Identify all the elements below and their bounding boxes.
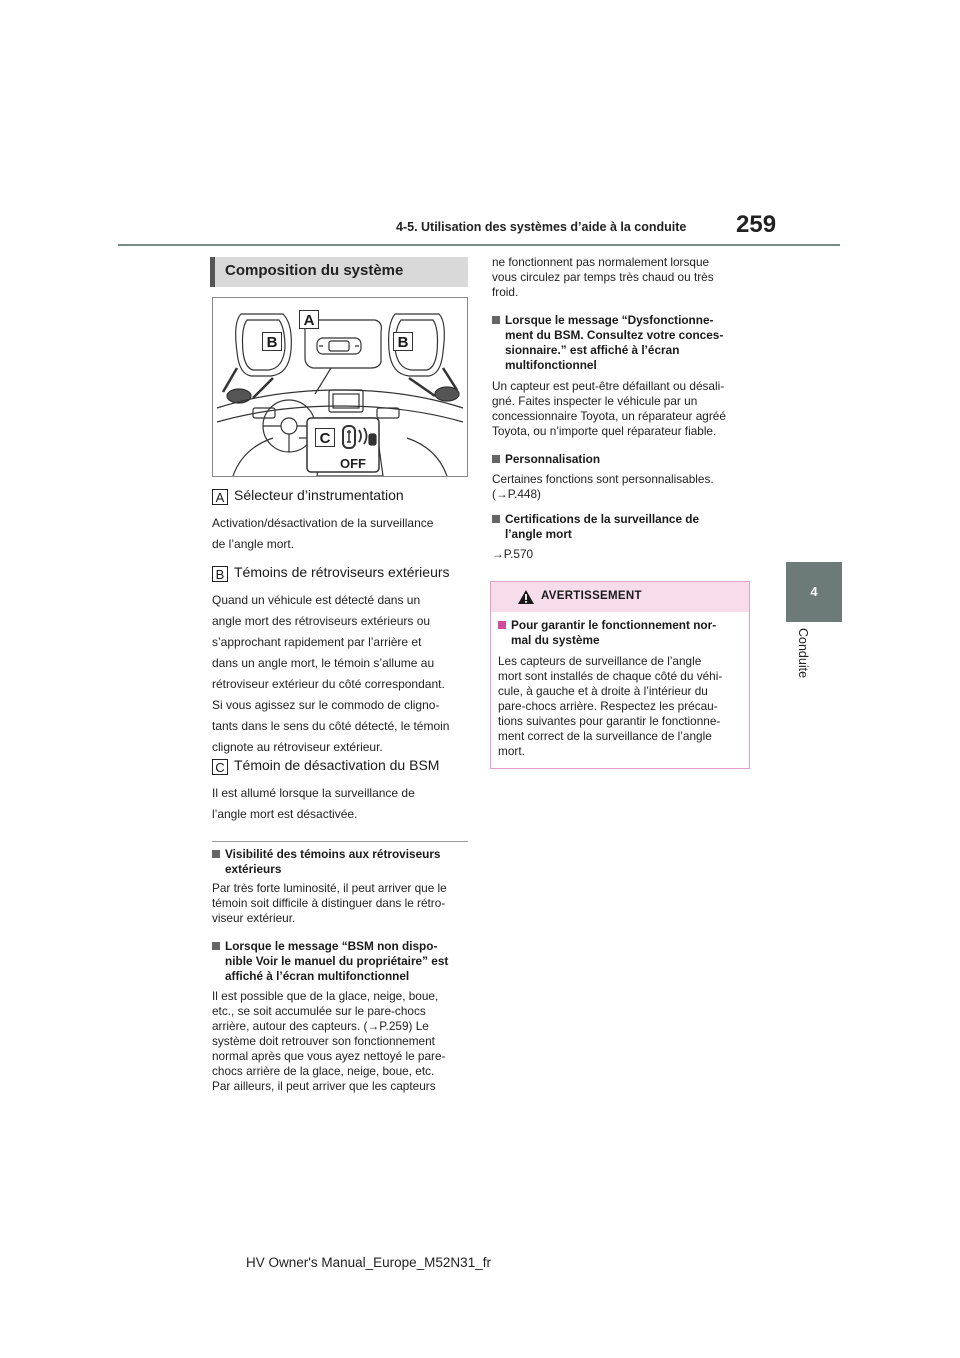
note-body-bsm-unavailable xyxy=(212,989,474,1094)
item-b-title: Témoins de rétroviseurs extérieurs xyxy=(234,564,450,580)
note-heading-line: multifonctionnel xyxy=(505,358,597,372)
note-body-visibility xyxy=(212,881,474,926)
item-b-line: Si vous agissez sur le commodo de cligno- xyxy=(212,698,440,712)
item-c-line: Il est allumé lorsque la surveillance de xyxy=(212,786,415,800)
note-line: gné. Faites inspecter le véhicule par un xyxy=(492,394,698,408)
bullet-square-icon xyxy=(492,316,500,324)
item-b-line: tants dans le sens du côté détecté, le témoin xyxy=(212,719,450,733)
item-a-letter: A xyxy=(212,489,228,505)
item-c-body xyxy=(212,783,474,825)
item-c-heading xyxy=(212,757,439,775)
warning-line: pare-chocs arrière. Respectez les précau- xyxy=(498,699,718,713)
header-divider xyxy=(118,244,840,246)
warning-line: tions suivantes pour garantir le fonctionne- xyxy=(498,714,721,728)
item-b-line: Quand un véhicule est détecté dans un xyxy=(212,593,421,607)
note-heading-malfunction xyxy=(492,313,754,373)
warning-box xyxy=(490,581,750,769)
note-line: Un capteur est peut-être défaillant ou désali- xyxy=(492,379,725,393)
item-b-body xyxy=(212,590,474,758)
note-line: chocs arrière de la glace, neige, boue, etc. xyxy=(212,1064,435,1078)
note-line: Toyota, ou n’importe quel réparateur fiable. xyxy=(492,424,717,438)
note-line: Par très forte luminosité, il peut arriver que le xyxy=(212,881,447,895)
note-heading-line: sionnaire.” est affiché à l’écran xyxy=(505,343,680,357)
item-b-heading xyxy=(212,564,450,582)
note-line: Certaines fonctions sont personnalisables. xyxy=(492,472,714,486)
item-b-line: rétroviseur extérieur du côté correspondant. xyxy=(212,677,445,691)
note-line: arrière, autour des capteurs. (→P.259) Le xyxy=(212,1019,429,1033)
item-a-heading xyxy=(212,487,404,505)
note-line: système doit retrouver son fonctionnement xyxy=(212,1034,435,1048)
warning-line: ment correct de la surveillance de l’angle xyxy=(498,729,712,743)
note-heading-line: Visibilité des témoins aux rétroviseurs xyxy=(225,847,441,861)
note-heading-line: ment du BSM. Consultez votre conces- xyxy=(505,328,724,342)
note-heading-line: Certifications de la surveillance de xyxy=(505,512,700,526)
item-b-letter: B xyxy=(212,566,228,582)
dashboard-illustration xyxy=(213,298,467,476)
item-c-letter: C xyxy=(212,759,228,775)
chapter-label: Conduite xyxy=(796,628,810,679)
warning-title: AVERTISSEMENT xyxy=(541,590,642,602)
note-body-certifications xyxy=(492,547,754,562)
notes-divider xyxy=(212,841,468,842)
note-heading-line: nible Voir le manuel du propriétaire” est xyxy=(225,954,449,968)
off-indicator-text: OFF xyxy=(340,456,366,471)
system-diagram xyxy=(212,297,468,477)
note-body-customization xyxy=(492,472,754,502)
item-c-line: l’angle mort est désactivée. xyxy=(212,807,358,821)
note-heading-customization xyxy=(492,452,754,467)
note-heading-certifications xyxy=(492,512,754,542)
item-b-line: s’approchant rapidement par l’arrière et xyxy=(212,635,422,649)
warning-triangle-icon xyxy=(517,589,535,605)
note-line: normal après que vous ayez nettoyé le pare- xyxy=(212,1049,446,1063)
figure-label-b-left: B xyxy=(262,332,282,351)
note-line: témoin soit difficile à distinguer dans le rétro- xyxy=(212,896,446,910)
note-heading-line: Lorsque le message “BSM non dispo- xyxy=(225,939,438,953)
note-heading-line: Lorsque le message “Dysfonctionne- xyxy=(505,313,714,327)
warning-line: Les capteurs de surveillance de l’angle xyxy=(498,654,702,668)
note-line: Il est possible que de la glace, neige, boue, xyxy=(212,989,439,1003)
chapter-tab: 4 xyxy=(786,562,842,622)
bullet-square-icon xyxy=(212,850,220,858)
bullet-square-icon xyxy=(498,621,506,629)
warning-heading-line: Pour garantir le fonctionnement nor- xyxy=(511,618,717,632)
item-a-line: de l’angle mort. xyxy=(212,537,295,551)
note-line: concessionnaire Toyota, un réparateur agréé xyxy=(492,409,726,423)
item-b-line: dans un angle mort, le témoin s’allume au xyxy=(212,656,435,670)
note-line: (→P.448) xyxy=(492,487,541,501)
bullet-square-icon xyxy=(212,942,220,950)
note-body-malfunction xyxy=(492,379,754,439)
warning-line: mort sont installés de chaque côté du véhi- xyxy=(498,669,723,683)
note-heading-line: l’angle mort xyxy=(505,527,572,541)
page-number: 259 xyxy=(736,211,777,238)
running-header: 4-5. Utilisation des systèmes d’aide à la conduite xyxy=(396,220,687,234)
bullet-square-icon xyxy=(492,455,500,463)
item-b-line: clignote au rétroviseur extérieur. xyxy=(212,740,383,754)
warning-body xyxy=(498,654,748,759)
note-line: →P.570 xyxy=(492,547,534,561)
item-b-line: angle mort des rétroviseurs extérieurs ou xyxy=(212,614,431,628)
warning-line: cule, à gauche et à droite à l’intérieur du xyxy=(498,684,708,698)
continued-paragraph xyxy=(492,255,754,300)
bullet-square-icon xyxy=(492,515,500,523)
note-heading-line: affiché à l’écran multifonctionnel xyxy=(225,969,410,983)
note-line: etc., se soit accumulée sur le pare-chocs xyxy=(212,1004,426,1018)
note-heading-bsm-unavailable xyxy=(212,939,474,984)
item-c-title: Témoin de désactivation du BSM xyxy=(234,757,440,773)
note-heading-visibility xyxy=(212,847,474,877)
warning-line: mort. xyxy=(498,744,525,758)
section-title: Composition du système xyxy=(225,262,404,279)
warning-header xyxy=(491,582,749,612)
warning-heading xyxy=(498,618,746,648)
note-heading-line: extérieurs xyxy=(225,862,282,876)
figure-label-c: C xyxy=(315,428,335,447)
item-a-line: Activation/désactivation de la surveillance xyxy=(212,516,434,530)
figure-label-b-right: B xyxy=(393,332,413,351)
note-line: viseur extérieur. xyxy=(212,911,296,925)
section-title-bar xyxy=(210,257,468,287)
item-a-title: Sélecteur d’instrumentation xyxy=(234,487,404,503)
note-line: Par ailleurs, il peut arriver que les capteurs xyxy=(212,1079,436,1093)
figure-label-a: A xyxy=(299,310,319,329)
note-line: vous circulez par temps très chaud ou très xyxy=(492,270,714,284)
footer-manual-id: HV Owner's Manual_Europe_M52N31_fr xyxy=(246,1255,491,1270)
item-a-body xyxy=(212,513,474,555)
note-line: ne fonctionnent pas normalement lorsque xyxy=(492,255,710,269)
note-line: froid. xyxy=(492,285,519,299)
warning-heading-line: mal du système xyxy=(511,633,600,647)
note-heading-line: Personnalisation xyxy=(505,452,601,466)
